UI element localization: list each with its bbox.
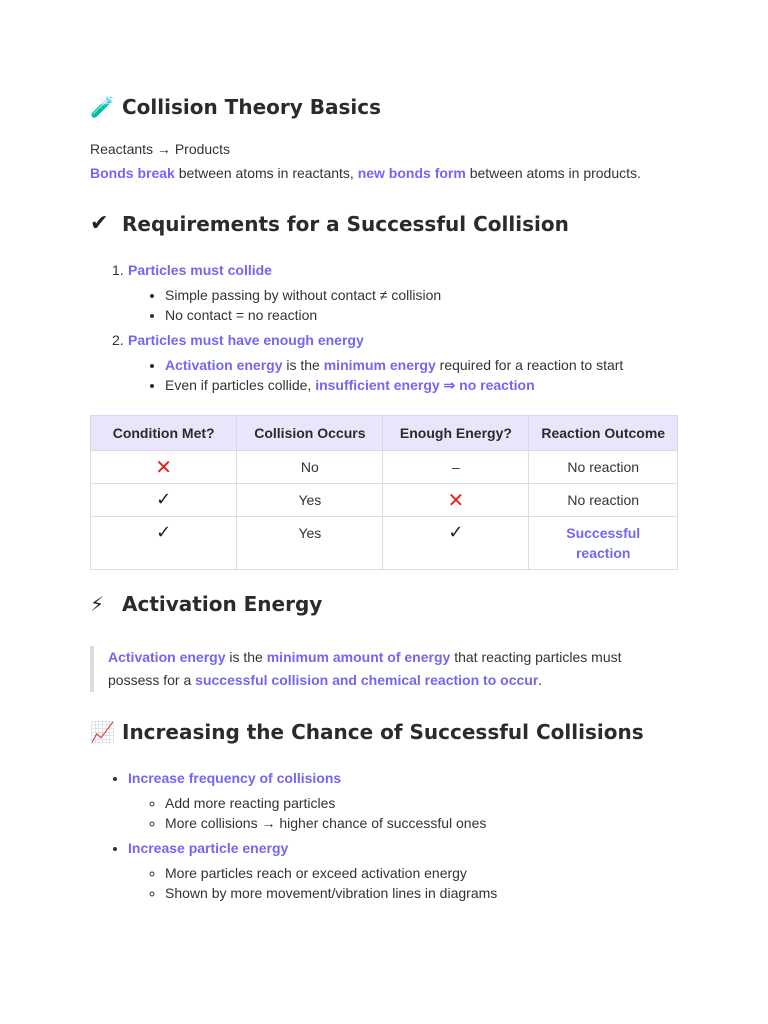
cross-icon: ✕ [383,484,529,517]
list-item: ◦ More particles reach or exceed activation energy [165,863,497,883]
requirement-item-2 [90,330,650,350]
list-item [165,355,625,375]
minimum-energy-highlight: minimum energy [323,357,436,373]
column-header: Collision Occurs [237,416,383,451]
bonds-break-highlight: Bonds break [90,165,175,181]
requirements-list [90,260,650,399]
table-row [91,451,678,484]
heading-activation-energy [90,592,322,616]
check-mark-icon: ✔ [90,211,109,236]
requirement-2-bullets [90,355,625,395]
new-bonds-form-highlight: new bonds form [357,165,466,181]
successful-reaction-cell: Successful reaction [529,517,678,570]
increase-frequency-label: Increase frequency of collisions [128,770,342,786]
check-icon: ✓ [91,517,237,570]
column-header: Enough Energy? [383,416,529,451]
text: is the [225,649,267,665]
text: required for a reaction to start [435,357,624,373]
insufficient-energy-highlight: insufficient energy ⇒ no reaction [315,377,535,393]
table-cell: – [383,451,529,484]
lightning-icon: ⚡ [90,592,105,616]
sub-list [128,863,497,903]
list-item: ◦ More collisions → higher chance of successful ones [165,813,497,833]
table-cell: Yes [237,517,383,570]
text: is the [282,357,324,373]
bonds-text-2: between atoms in products. [465,165,641,181]
list-number: 1. [112,262,124,278]
table-row [91,517,678,570]
check-icon: ✓ [383,517,529,570]
conditions-table [90,415,678,570]
heading-collision-theory-basics [90,95,381,119]
list-item: • Simple passing by without contact ≠ collision [165,285,650,305]
requirement-label: Particles must have enough energy [128,332,364,348]
heading-text: Requirements for a Successful Collision [122,211,569,236]
text: Even if particles collide, [165,377,316,393]
heading-text: Collision Theory Basics [122,95,381,119]
list-item: • No contact = no reaction [165,305,650,325]
column-header: Reaction Outcome [529,416,678,451]
activation-energy-highlight: Activation energy [165,357,283,373]
increase-energy-label: Increase particle energy [128,840,289,856]
check-icon: ✓ [91,484,237,517]
activation-energy-highlight: Activation energy [108,649,226,665]
text: that reacting particles must possess for a [108,649,622,688]
chart-increasing-icon: 📈 [90,720,115,744]
heading-text: Increasing the Chance of Successful Collisions [122,720,644,744]
table-row [91,484,678,517]
table-cell: No reaction [529,484,678,517]
list-item [128,768,497,833]
table-cell: No reaction [529,451,678,484]
bonds-text-1: between atoms in reactants, [174,165,358,181]
table-cell: Yes [237,484,383,517]
list-item: ◦ Add more reacting particles [165,793,497,813]
list-item [128,838,497,903]
list-item [165,375,625,395]
minimum-amount-highlight: minimum amount of energy [266,649,451,665]
test-tube-icon: 🧪 [90,95,115,119]
heading-increasing-chance [90,720,644,744]
heading-requirements [90,211,569,236]
requirement-label: Particles must collide [128,262,272,278]
successful-collision-highlight: successful collision and chemical reaction to occur [195,672,539,688]
requirement-1-bullets [90,285,650,325]
activation-energy-quote [90,646,628,692]
reaction-line: Reactants → Products [90,141,231,157]
column-header: Condition Met? [91,416,237,451]
requirement-item-1 [90,260,650,280]
text: . [538,672,543,688]
bonds-sentence [90,163,641,183]
table-cell: No [237,451,383,484]
table-header-row [91,416,678,451]
cross-icon: ✕ [91,451,237,484]
sub-list [128,793,497,833]
list-number: 2. [112,332,124,348]
increasing-list [90,768,497,907]
heading-text: Activation Energy [122,592,323,616]
list-item: ◦ Shown by more movement/vibration lines in diagrams [165,883,497,903]
